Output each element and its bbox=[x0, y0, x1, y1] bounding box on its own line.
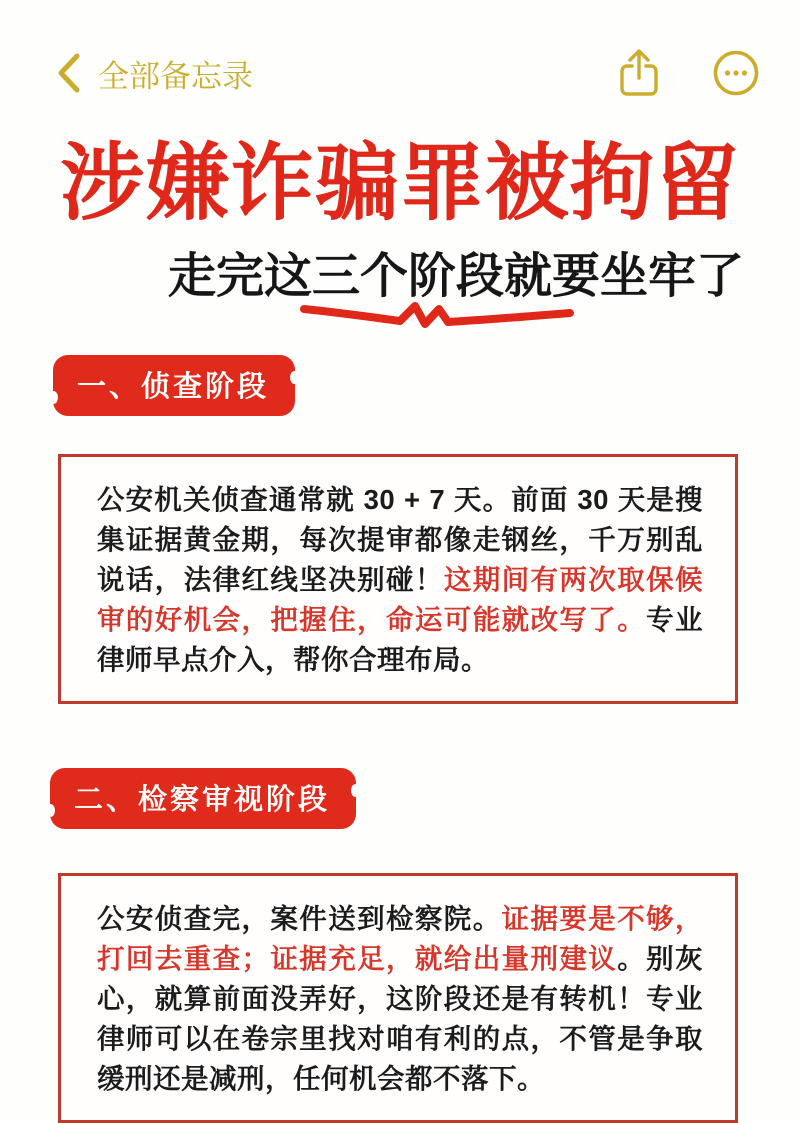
section-investigation bbox=[0, 313, 800, 704]
more-options-icon[interactable] bbox=[712, 49, 760, 97]
section-2-badge: 二、检察审视阶段 bbox=[50, 768, 356, 829]
note-subtitle-row bbox=[0, 237, 800, 313]
body-text: 。别灰心，就算前面没弄好，这阶段还是有转机！专业律师可以在卷宗里找对咱有利的点，不管是争取缓刑还是减刑，任何机会都不落下。 bbox=[97, 943, 704, 1095]
section-prosecution-review bbox=[0, 704, 800, 1123]
body-text: 公安机关侦查通常就 30 + 7 天。前面 30 天是搜集证据黄金期，每次提审都像走钢丝，千万别乱说话，法律红线坚决别碰！ bbox=[97, 484, 703, 596]
section-2-text-box bbox=[58, 873, 738, 1123]
section-1-badge: 一、侦查阶段 bbox=[53, 355, 295, 416]
share-icon[interactable] bbox=[616, 47, 662, 99]
nav-actions bbox=[616, 47, 760, 99]
back-label: 全部备忘录 bbox=[98, 58, 253, 94]
body-text: 公安侦查完，案件送到检察院。 bbox=[97, 903, 502, 935]
body-text: 专业律师早点介入，帮你合理布局。 bbox=[97, 604, 704, 676]
chevron-left-icon bbox=[56, 52, 82, 94]
nav-bar bbox=[0, 0, 800, 100]
note-title: 涉嫌诈骗罪被拘留 bbox=[59, 136, 740, 230]
section-1-text-box bbox=[58, 454, 738, 704]
emphasis-text: 这期间有两次取保候审的好机会，把握住，命运可能就改写了。 bbox=[97, 564, 704, 636]
emphasis-text: 证据要是不够，打回去重查；证据充足，就给出量刑建议 bbox=[97, 903, 704, 975]
back-button[interactable] bbox=[56, 51, 253, 96]
note-subtitle: 走完这三个阶段就要坐牢了 bbox=[167, 250, 744, 304]
